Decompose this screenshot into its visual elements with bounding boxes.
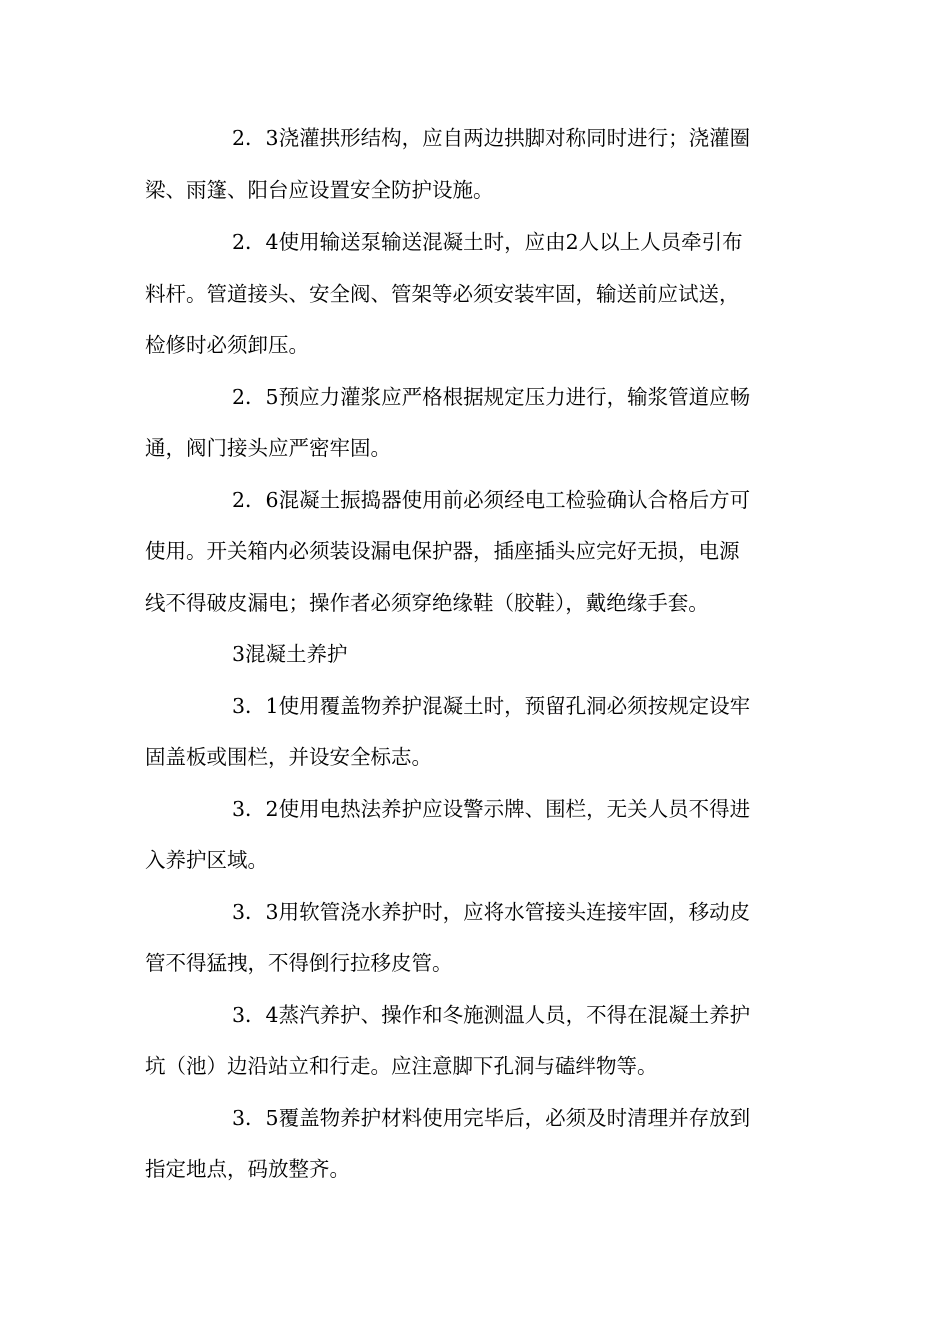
text-line: 料杆。管道接头、安全阀、管架等必须安装牢固，输送前应试送， xyxy=(145,282,740,306)
paragraph-2-3-line-1 xyxy=(0,118,950,158)
paragraph-2-6-line-1 xyxy=(0,480,950,520)
paragraph-3-3-line-1 xyxy=(0,892,950,932)
paragraph-3-4-line-1 xyxy=(0,995,950,1035)
text-line: 管不得猛拽，不得倒行拉移皮管。 xyxy=(145,951,453,975)
text-line: 2．5预应力灌浆应严格根据规定压力进行，输浆管道应畅 xyxy=(232,385,751,409)
text-line: 指定地点，码放整齐。 xyxy=(145,1157,350,1181)
section-heading: 3混凝土养护 xyxy=(232,642,348,666)
paragraph-3-3-line-2 xyxy=(0,943,950,983)
text-line: 3．1使用覆盖物养护混凝土时，预留孔洞必须按规定设牢 xyxy=(232,694,751,718)
paragraph-3-5-line-2 xyxy=(0,1149,950,1189)
text-line: 通，阀门接头应严密牢固。 xyxy=(145,436,391,460)
paragraph-2-3-line-2 xyxy=(0,170,950,210)
text-line: 2．3浇灌拱形结构，应自两边拱脚对称同时进行；浇灌圈 xyxy=(232,126,751,150)
text-line: 固盖板或围栏，并设安全标志。 xyxy=(145,745,432,769)
text-line: 使用。开关箱内必须装设漏电保护器，插座插头应完好无损，电源 xyxy=(145,539,740,563)
text-line: 2．6混凝土振捣器使用前必须经电工检验确认合格后方可 xyxy=(232,488,751,512)
text-line: 梁、雨篷、阳台应设置安全防护设施。 xyxy=(145,178,494,202)
paragraph-2-5-line-2 xyxy=(0,428,950,468)
section-3-heading xyxy=(0,634,950,674)
paragraph-3-1-line-1 xyxy=(0,686,950,726)
text-line: 3．3用软管浇水养护时，应将水管接头连接牢固，移动皮 xyxy=(232,900,751,924)
paragraph-3-5-line-1 xyxy=(0,1098,950,1138)
paragraph-2-4-line-1 xyxy=(0,222,950,262)
paragraph-2-6-line-3 xyxy=(0,583,950,623)
paragraph-2-5-line-1 xyxy=(0,377,950,417)
paragraph-3-4-line-2 xyxy=(0,1046,950,1086)
text-line: 线不得破皮漏电；操作者必须穿绝缘鞋（胶鞋），戴绝缘手套。 xyxy=(145,591,709,615)
text-line: 3．2使用电热法养护应设警示牌、围栏，无关人员不得进 xyxy=(232,797,751,821)
paragraph-2-4-line-2 xyxy=(0,274,950,314)
paragraph-3-1-line-2 xyxy=(0,737,950,777)
text-line: 2．4使用输送泵输送混凝土时，应由2人以上人员牵引布 xyxy=(232,230,743,254)
text-line: 坑（池）边沿站立和行走。应注意脚下孔洞与磕绊物等。 xyxy=(145,1054,658,1078)
text-line: 检修时必须卸压。 xyxy=(145,333,309,357)
paragraph-2-4-line-3 xyxy=(0,325,950,365)
paragraph-2-6-line-2 xyxy=(0,531,950,571)
text-line: 入养护区域。 xyxy=(145,848,268,872)
text-line: 3．4蒸汽养护、操作和冬施测温人员，不得在混凝土养护 xyxy=(232,1003,751,1027)
text-line: 3．5覆盖物养护材料使用完毕后，必须及时清理并存放到 xyxy=(232,1106,751,1130)
paragraph-3-2-line-1 xyxy=(0,789,950,829)
paragraph-3-2-line-2 xyxy=(0,840,950,880)
